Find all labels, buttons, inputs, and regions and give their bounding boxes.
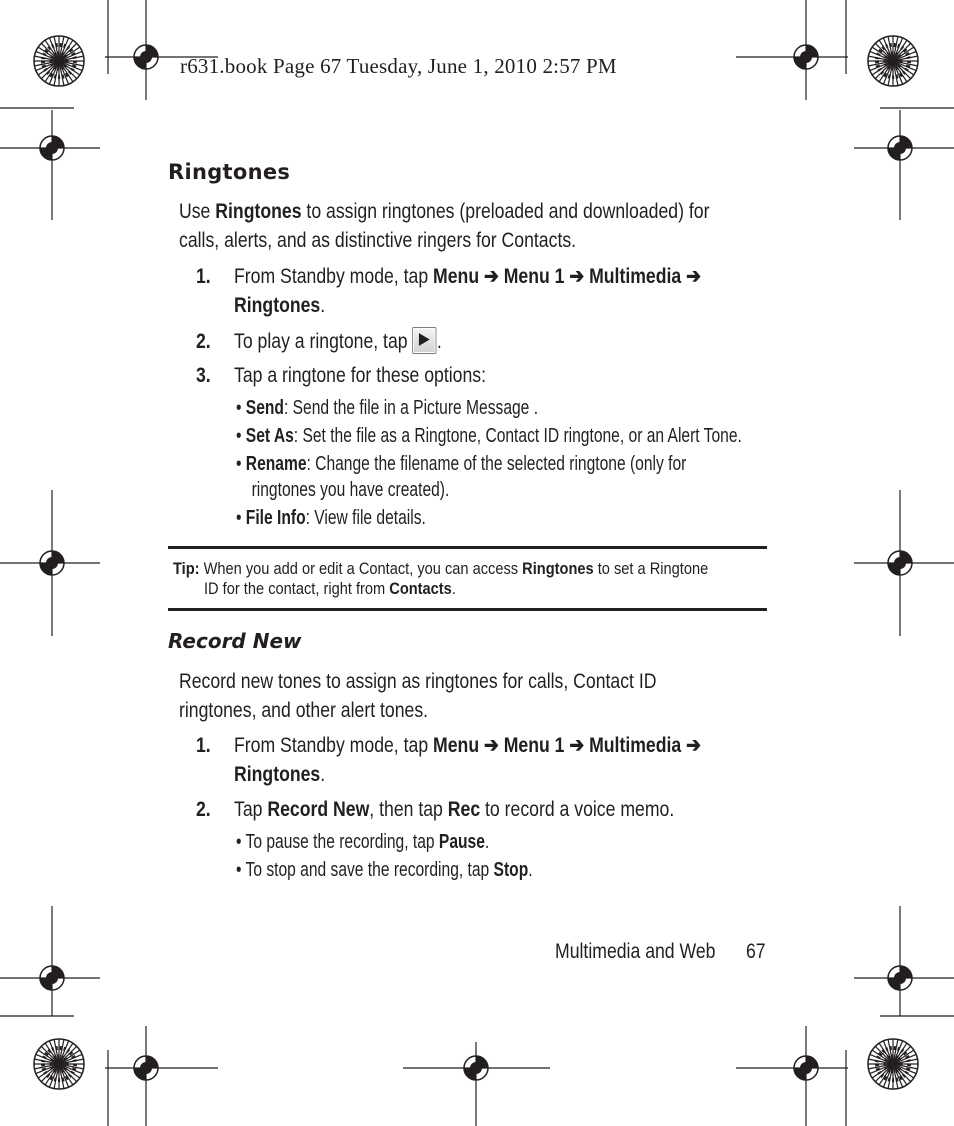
tip-top-rule (168, 546, 767, 549)
section-heading-ringtones: Ringtones (168, 160, 291, 184)
option-send: • Send: Send the file in a Picture Message . (236, 397, 539, 419)
tip-line-1: Tip: When you add or edit a Contact, you can access Ringtones to set a Ringtone (173, 559, 709, 578)
record-bullet-stop: • To stop and save the recording, tap Stop. (236, 859, 533, 881)
record-new-step-1: From Standby mode, tap Menu ➔ Menu 1 ➔ Multimedia ➔ Ringtones. (234, 734, 701, 786)
record-bullet-pause: • To pause the recording, tap Pause. (236, 831, 490, 853)
ringtones-intro: Use Ringtones to assign ringtones (preloaded and downloaded) for calls, alerts, and as distinctive ringers for Contacts. (179, 200, 710, 252)
step-number: 1. (196, 265, 211, 288)
option-file-info: • File Info: View file details. (236, 507, 426, 529)
option-rename: • Rename: Change the filename of the selected ringtone (only for ringtones you have created). (236, 453, 687, 501)
step-number: 2. (196, 330, 211, 353)
section-heading-record-new: Record New (168, 629, 302, 653)
print-slug: r631.book Page 67 Tuesday, June 1, 2010 2:57 PM (180, 54, 617, 78)
ringtones-step-1: From Standby mode, tap Menu ➔ Menu 1 ➔ Multimedia ➔ Ringtones. (234, 265, 701, 317)
tip-bottom-rule (168, 608, 767, 611)
step-number: 2. (196, 798, 211, 821)
footer-section-title: Multimedia and Web (555, 940, 716, 963)
tip-line-2: ID for the contact, right from Contacts. (204, 579, 456, 598)
page-number: 67 (746, 940, 766, 963)
step-number: 3. (196, 364, 211, 387)
play-button (412, 327, 436, 354)
step-number: 1. (196, 734, 211, 757)
play-icon (419, 333, 430, 346)
tip-label: Tip: (173, 559, 200, 578)
ringtones-step-3: Tap a ringtone for these options: (234, 364, 487, 387)
ringtones-step-2: To play a ringtone, tap . (234, 327, 442, 356)
record-new-step-2: Tap Record New, then tap Rec to record a voice memo. (234, 798, 675, 821)
option-set-as: • Set As: Set the file as a Ringtone, Contact ID ringtone, or an Alert Tone. (236, 425, 742, 447)
record-new-intro: Record new tones to assign as ringtones for calls, Contact ID ringtones, and other alert tones. (179, 670, 657, 722)
